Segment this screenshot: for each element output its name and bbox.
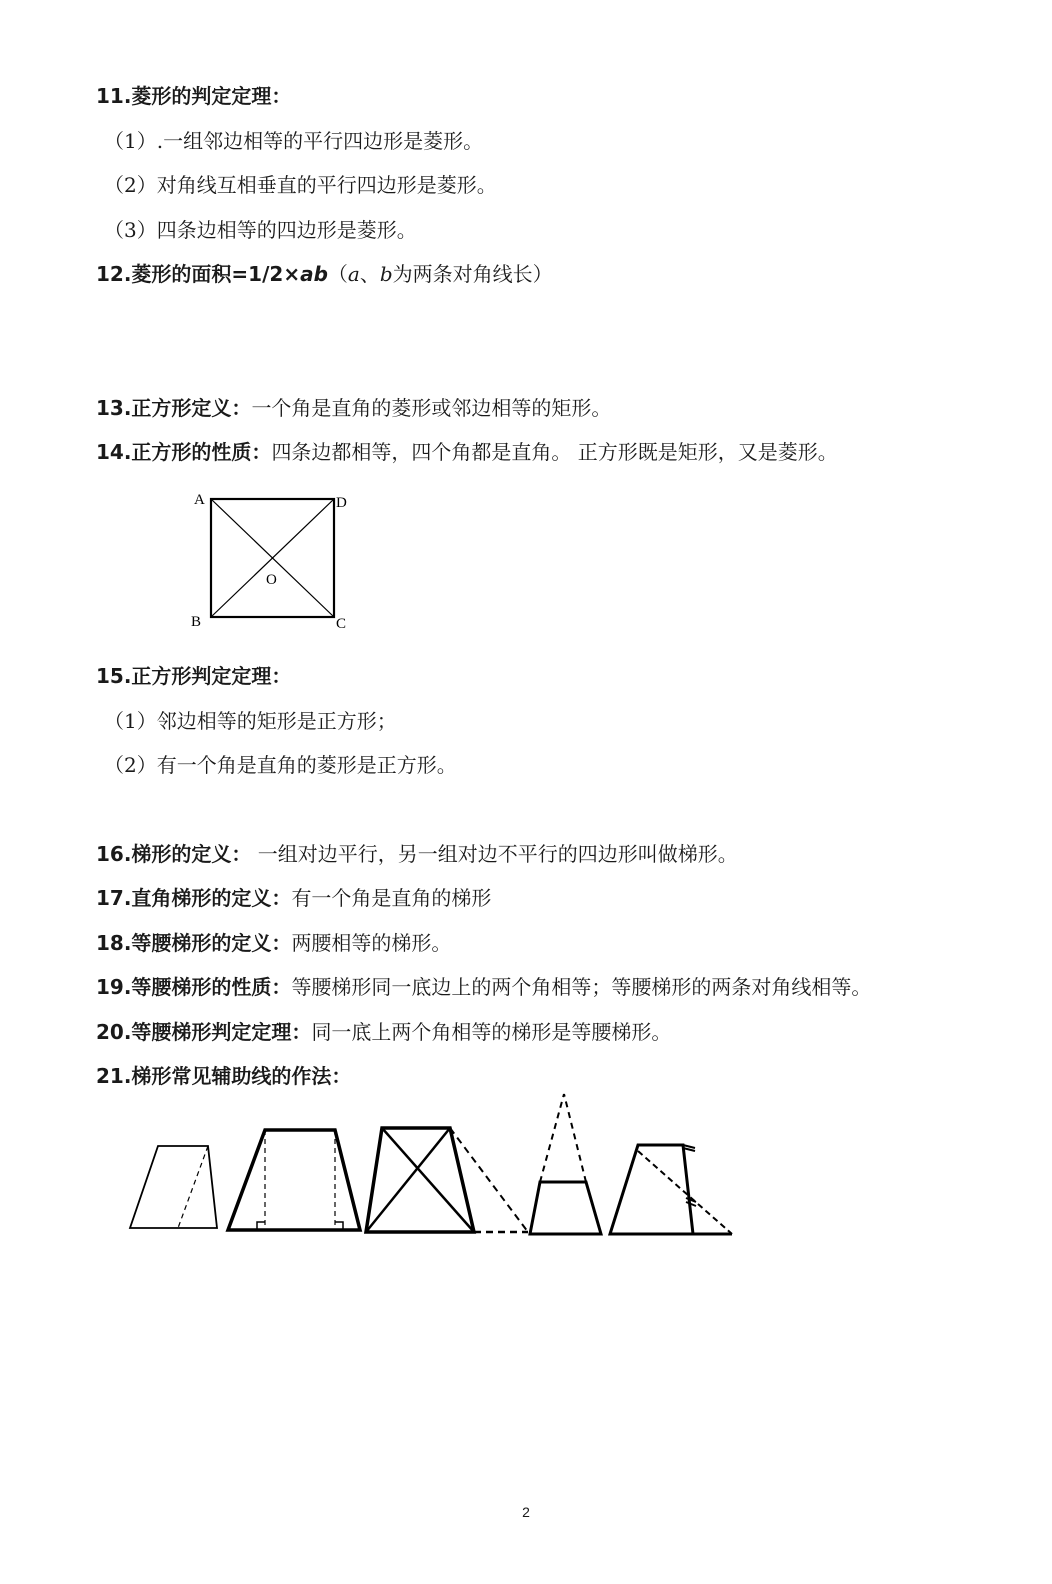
formula-vars: ab <box>300 262 328 286</box>
var-b: b <box>379 262 393 286</box>
item-13 <box>96 394 611 422</box>
item-body: 为两条对角线长） <box>392 262 553 286</box>
item-19 <box>96 973 871 1001</box>
item-title: 20.等腰梯形判定定理： <box>96 1020 312 1044</box>
item-title: 13.正方形定义： <box>96 396 252 420</box>
item-11-1 <box>104 127 483 155</box>
item-body: （2）有一个角是直角的菱形是正方形。 <box>104 753 457 777</box>
label-o: O <box>266 572 277 588</box>
item-20 <box>96 1018 671 1046</box>
item-15-1 <box>104 707 397 735</box>
item-18 <box>96 929 451 957</box>
item-body: 一组对边平行，另一组对边不平行的四边形叫做梯形。 <box>251 842 738 866</box>
trapezoid-fig-3 <box>366 1128 528 1232</box>
item-body: 四条边都相等，四个角都是直角。 正方形既是矩形，又是菱形。 <box>271 440 838 464</box>
paren-open: （ <box>327 262 348 286</box>
trapezoid-fig-2 <box>228 1130 360 1230</box>
label-c: C <box>336 616 347 632</box>
page-number: 2 <box>522 1504 530 1520</box>
item-16 <box>96 840 738 868</box>
trapezoid-fig-5 <box>610 1145 732 1234</box>
label-b: B <box>191 614 202 630</box>
label-a: A <box>194 492 205 508</box>
item-title: 21.梯形常见辅助线的作法： <box>96 1064 352 1088</box>
separator: 、 <box>359 262 380 286</box>
item-11-2 <box>104 171 497 199</box>
item-title: 17.直角梯形的定义： <box>96 886 292 910</box>
item-15 <box>96 662 291 690</box>
item-body: （1）邻边相等的矩形是正方形； <box>104 709 397 733</box>
item-body: 同一底上两个角相等的梯形是等腰梯形。 <box>311 1020 672 1044</box>
item-title: 12.菱形的面积=1/2× <box>96 262 301 286</box>
item-17 <box>96 884 491 912</box>
item-title: 18.等腰梯形的定义： <box>96 931 292 955</box>
var-a: a <box>347 262 360 286</box>
trapezoid-auxiliary-lines-diagram <box>120 1088 740 1248</box>
item-body: 有一个角是直角的梯形 <box>291 886 492 910</box>
item-body: 等腰梯形同一底边上的两个角相等；等腰梯形的两条对角线相等。 <box>291 975 872 999</box>
item-title: 19.等腰梯形的性质： <box>96 975 292 999</box>
item-11 <box>96 82 291 110</box>
item-title: 11.菱形的判定定理： <box>96 84 292 108</box>
item-body: 一个角是直角的菱形或邻边相等的矩形。 <box>251 396 612 420</box>
item-body: 两腰相等的梯形。 <box>291 931 452 955</box>
item-title: 15.正方形判定定理： <box>96 664 292 688</box>
item-12 <box>96 260 553 288</box>
item-11-3 <box>104 216 417 244</box>
item-14 <box>96 438 838 466</box>
trapezoid-fig-1 <box>130 1146 217 1228</box>
item-21 <box>96 1062 351 1090</box>
item-15-2 <box>104 751 457 779</box>
item-title: 14.正方形的性质： <box>96 440 272 464</box>
item-title: 16.梯形的定义： <box>96 842 252 866</box>
item-body: （3）四条边相等的四边形是菱形。 <box>104 218 417 242</box>
label-d: D <box>336 495 347 511</box>
trapezoid-fig-4 <box>530 1094 601 1234</box>
item-body: （1）.一组邻边相等的平行四边形是菱形。 <box>104 129 484 153</box>
square-diagram <box>186 486 356 632</box>
item-body: （2）对角线互相垂直的平行四边形是菱形。 <box>104 173 497 197</box>
